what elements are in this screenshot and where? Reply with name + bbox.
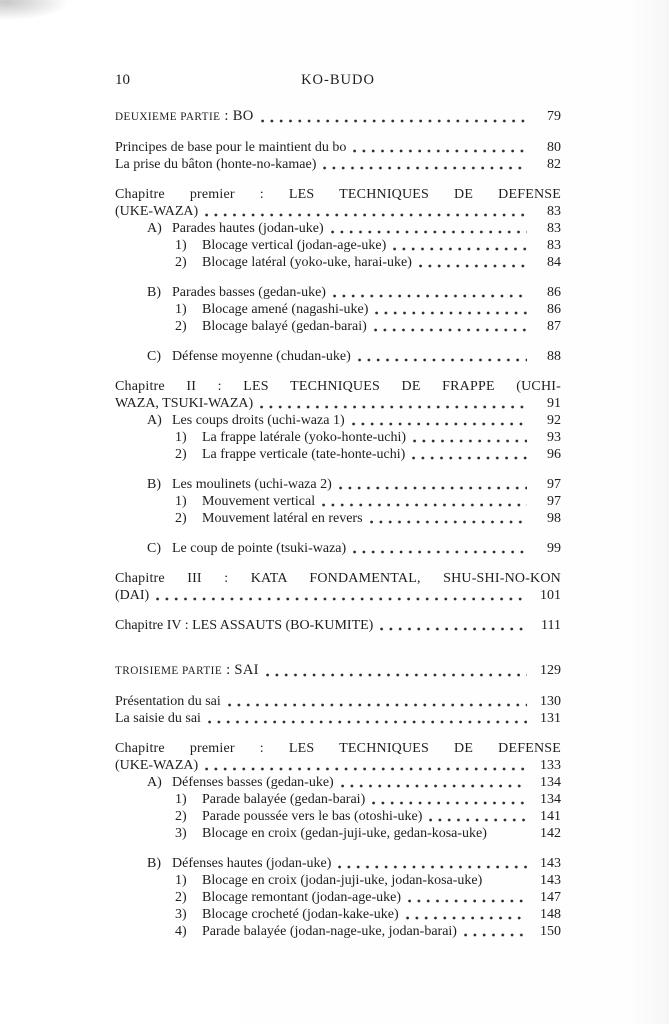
toc-marker: 1) — [175, 494, 187, 509]
toc-entry-label: Le coup de pointe (tsuki-waza) — [172, 541, 347, 556]
toc-marker: B) — [147, 856, 161, 871]
toc-marker: A) — [147, 775, 162, 790]
toc-part-title: : SAI — [226, 662, 259, 678]
toc-page-number: 91 — [547, 396, 561, 411]
toc-page-number: 97 — [547, 494, 561, 509]
toc-chapter-heading: Chapitre premier : LES TECHNIQUES DE DEFENSE — [115, 741, 561, 756]
toc-row — [115, 203, 561, 220]
toc-entry-label: Parades hautes (jodan-uke) — [172, 221, 324, 236]
toc-entry-label: (DAI) — [115, 588, 150, 603]
toc-page-number: 93 — [547, 430, 561, 445]
toc-row — [115, 808, 561, 825]
dot-leader — [429, 818, 527, 822]
dot-leader — [353, 149, 527, 153]
toc-entry-label: Blocage remontant (jodan-age-uke) — [202, 890, 402, 905]
toc-page-number: 134 — [540, 792, 561, 807]
toc-entry-label: Parade balayée (jodan-nage-uke, jodan-barai) — [202, 924, 457, 939]
toc-page-number: 134 — [540, 775, 561, 790]
toc-marker: 1) — [175, 873, 187, 888]
dot-leader — [205, 213, 527, 217]
running-title: KO-BUDO — [301, 72, 375, 88]
toc-row — [115, 254, 561, 271]
toc-row — [115, 923, 561, 940]
toc-row — [115, 889, 561, 906]
toc-chapter-heading: Chapitre premier : LES TECHNIQUES DE DEFENSE — [115, 187, 561, 202]
toc-list — [115, 108, 561, 940]
toc-marker: A) — [147, 221, 162, 236]
toc-page-number: 87 — [547, 319, 561, 334]
dot-leader — [353, 550, 527, 554]
toc-row — [115, 757, 561, 774]
toc-page-number: 143 — [540, 873, 561, 888]
toc-row — [115, 429, 561, 446]
dot-leader — [375, 311, 527, 315]
toc-marker: C) — [147, 541, 161, 556]
toc-marker: 1) — [175, 430, 187, 445]
toc-entry-label: Blocage amené (nagashi-uke) — [202, 302, 369, 317]
toc-entry-label: Parade poussée vers le bas (otoshi-uke) — [202, 809, 423, 824]
toc-entry-label: Chapitre IV : LES ASSAUTS (BO-KUMITE) — [115, 618, 374, 633]
toc-row — [115, 587, 561, 604]
toc-entry-label: Blocage crocheté (jodan-kake-uke) — [202, 907, 399, 922]
toc-entry-label: Défense moyenne (chudan-uke) — [172, 349, 351, 364]
toc-marker: C) — [147, 349, 161, 364]
dot-leader — [380, 627, 527, 631]
toc-row — [115, 906, 561, 923]
toc-row — [115, 872, 561, 889]
toc-row — [115, 493, 561, 510]
toc-row — [115, 156, 561, 173]
toc-page-number: 143 — [540, 856, 561, 871]
toc-page-number: 131 — [540, 711, 561, 726]
toc-entry-label: Blocage vertical (jodan-age-uke) — [202, 238, 387, 253]
toc-row — [115, 446, 561, 463]
toc-marker: 4) — [175, 924, 187, 939]
dot-leader — [358, 358, 527, 362]
toc-page-number: 80 — [547, 140, 561, 155]
toc-page-number: 129 — [540, 663, 561, 678]
toc-marker: B) — [147, 285, 161, 300]
toc-entry-label: Blocage en croix (jodan-juji-uke, jodan-kosa-uke) — [202, 873, 483, 888]
toc-page-number: 141 — [540, 809, 561, 824]
toc-page-number: 97 — [547, 477, 561, 492]
dot-leader — [156, 597, 527, 601]
toc-row — [115, 710, 561, 727]
toc-entry-label: Mouvement vertical — [202, 494, 316, 509]
dot-leader — [406, 916, 527, 920]
toc-row — [115, 510, 561, 527]
dot-leader — [331, 230, 527, 234]
dot-leader — [370, 520, 527, 524]
toc-part-label: TROISIEME PARTIE — [115, 665, 223, 677]
toc-row — [115, 237, 561, 254]
toc-row — [115, 825, 561, 842]
toc-marker: 1) — [175, 302, 187, 317]
toc-row — [115, 220, 561, 237]
toc-row — [115, 617, 561, 634]
toc-entry-label: Principes de base pour le maintient du bo — [115, 140, 347, 155]
toc-row — [115, 139, 561, 156]
dot-leader — [352, 422, 527, 426]
dot-leader — [412, 456, 527, 460]
toc-marker: 2) — [175, 255, 187, 270]
toc-row — [115, 395, 561, 412]
toc-page-number: 79 — [547, 109, 561, 124]
dot-leader — [489, 882, 527, 886]
toc-entry-label: La saisie du sai — [115, 711, 201, 726]
toc-page-number: 98 — [547, 511, 561, 526]
toc-page-number: 142 — [540, 826, 561, 841]
toc-entry-label: Les moulinets (uchi-waza 2) — [172, 477, 332, 492]
toc-marker: B) — [147, 477, 161, 492]
toc-entry-label: Blocage en croix (gedan-juji-uke, gedan-kosa-uke) — [202, 826, 487, 841]
toc-page-number: 96 — [547, 447, 561, 462]
toc-marker: 2) — [175, 809, 187, 824]
dot-leader — [341, 784, 527, 788]
dot-leader — [494, 835, 527, 839]
toc-row — [115, 412, 561, 429]
toc-row — [115, 476, 561, 493]
dot-leader — [408, 899, 527, 903]
toc-page-number: 148 — [540, 907, 561, 922]
toc-row — [115, 662, 561, 680]
toc-marker: 2) — [175, 447, 187, 462]
toc-chapter-heading: Chapitre II : LES TECHNIQUES DE FRAPPE (UCHI- — [115, 379, 561, 394]
toc-page-number: 147 — [540, 890, 561, 905]
dot-leader — [413, 439, 527, 443]
toc-page-number: 88 — [547, 349, 561, 364]
dot-leader — [339, 486, 527, 490]
toc-entry-label: (UKE-WAZA) — [115, 758, 199, 773]
toc-row — [115, 318, 561, 335]
toc-page-number: 83 — [547, 221, 561, 236]
toc-marker: 1) — [175, 792, 187, 807]
toc-content — [115, 72, 561, 940]
dot-leader — [261, 119, 527, 123]
toc-page-number: 150 — [540, 924, 561, 939]
toc-entry-label: Blocage balayé (gedan-barai) — [202, 319, 367, 334]
dot-leader — [419, 264, 527, 268]
toc-marker: A) — [147, 413, 162, 428]
dot-leader — [323, 166, 527, 170]
dot-leader — [338, 865, 527, 869]
toc-entry-label: Défenses hautes (jodan-uke) — [172, 856, 332, 871]
toc-page-number: 92 — [547, 413, 561, 428]
toc-entry-label: La frappe latérale (yoko-honte-uchi) — [202, 430, 407, 445]
toc-page-number: 84 — [547, 255, 561, 270]
toc-marker: 1) — [175, 238, 187, 253]
dot-leader — [208, 720, 527, 724]
toc-row — [115, 540, 561, 557]
page-header — [115, 72, 561, 92]
toc-marker: 3) — [175, 826, 187, 841]
toc-entry-label: La frappe verticale (tate-honte-uchi) — [202, 447, 406, 462]
toc-page-number: 83 — [547, 238, 561, 253]
toc-row — [115, 108, 561, 126]
toc-entry-label: (UKE-WAZA) — [115, 204, 199, 219]
toc-row — [115, 855, 561, 872]
dot-leader — [322, 503, 527, 507]
toc-entry-label: Présentation du sai — [115, 694, 221, 709]
toc-page-number: 86 — [547, 285, 561, 300]
toc-row — [115, 284, 561, 301]
toc-entry-label: WAZA, TSUKI-WAZA) — [115, 396, 254, 411]
dot-leader — [464, 933, 527, 937]
toc-marker: 3) — [175, 907, 187, 922]
toc-page-number: 83 — [547, 204, 561, 219]
toc-page-number: 133 — [540, 758, 561, 773]
toc-entry-label: Parade balayée (gedan-barai) — [202, 792, 366, 807]
toc-entry-label: Blocage latéral (yoko-uke, harai-uke) — [202, 255, 412, 270]
toc-part-title: : BO — [224, 108, 254, 124]
toc-part-label: DEUXIEME PARTIE — [115, 111, 221, 123]
toc-row — [115, 791, 561, 808]
toc-row — [115, 774, 561, 791]
toc-page-number: 86 — [547, 302, 561, 317]
toc-entry-label: Défenses basses (gedan-uke) — [172, 775, 334, 790]
toc-chapter-heading: Chapitre III : KATA FONDAMENTAL, SHU-SHI-NO-KON — [115, 571, 561, 586]
toc-page-number: 101 — [540, 588, 561, 603]
dot-leader — [260, 405, 527, 409]
toc-marker: 2) — [175, 319, 187, 334]
toc-entry-label: Les coups droits (uchi-waza 1) — [172, 413, 345, 428]
dot-leader — [228, 703, 527, 707]
dot-leader — [266, 673, 527, 677]
dot-leader — [372, 801, 527, 805]
toc-page-number: 82 — [547, 157, 561, 172]
toc-page-number: 111 — [541, 618, 561, 633]
page-number: 10 — [115, 72, 130, 88]
toc-row — [115, 348, 561, 365]
toc-marker: 2) — [175, 890, 187, 905]
toc-page-number: 130 — [540, 694, 561, 709]
dot-leader — [374, 328, 527, 332]
toc-page-number: 99 — [547, 541, 561, 556]
dot-leader — [333, 294, 527, 298]
toc-row — [115, 693, 561, 710]
toc-entry-label: Mouvement latéral en revers — [202, 511, 363, 526]
toc-marker: 2) — [175, 511, 187, 526]
toc-entry-label: Parades basses (gedan-uke) — [172, 285, 326, 300]
dot-leader — [205, 767, 527, 771]
toc-row — [115, 301, 561, 318]
dot-leader — [393, 247, 527, 251]
toc-entry-label: La prise du bâton (honte-no-kamae) — [115, 157, 317, 172]
